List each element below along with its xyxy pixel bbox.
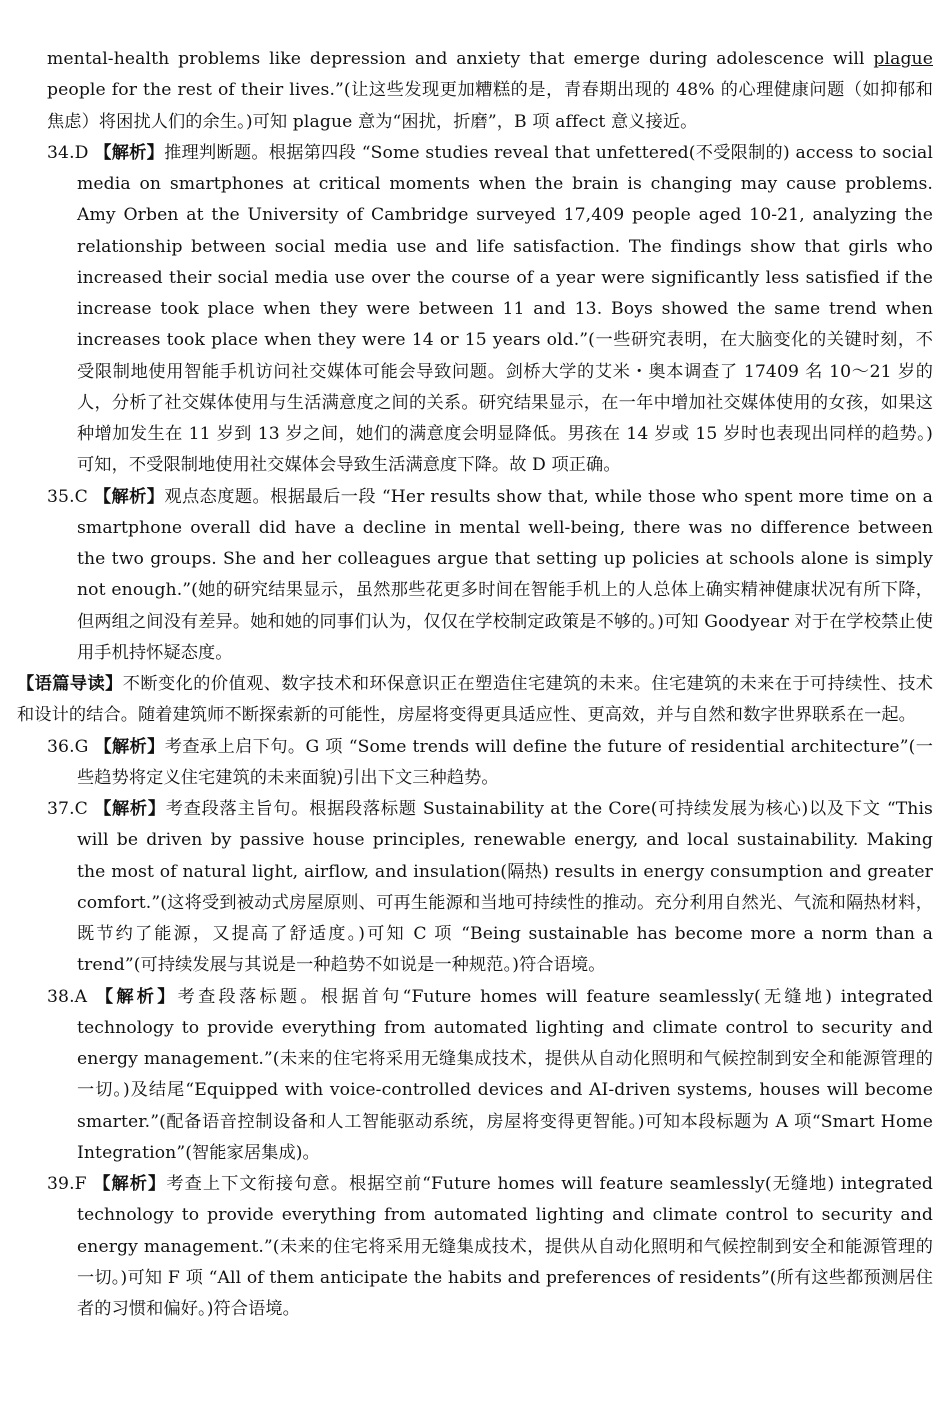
analysis-tag: 【解析】 xyxy=(94,799,166,819)
answer-37 xyxy=(47,794,933,982)
answer-number: 39.F xyxy=(47,1174,87,1194)
answer-text: 推理判断题。根据第四段 “Some studies reveal that unfettered(不受限制的) access to social media on smartphones at critical moments when the brain is changing may cause problems. Amy Orben at the University of Cambridge surveyed 17,409 people aged 10-21, analyzing the relationship between social media use and life satisfaction. The findings show that girls who increased their social media use over the course of a year were significantly less satisfied if the increase took place when they were between 11 and 13. Boys showed the same trend when increases took place when they were 14 or 15 years old.”(一些研究表明，在大脑变化的关键时刻，不受限制地使用智能手机访问社交媒体可能会导致问题。剑桥大学的艾米・奥本调查了 17409 名 10～21 岁的人，分析了社交媒体使用与生活满意度之间的关系。研究结果显示，在一年中增加社交媒体使用的女孩，如果这种增加发生在 11 岁到 13 岁之间，她们的满意度会明显降低。男孩在 14 岁或 15 岁时也表现出同样的趋势。)可知，不受限制地使用社交媒体会导致生活满意度下降。故 D 项正确。 xyxy=(77,142,933,476)
analysis-tag: 【解析】 xyxy=(93,1174,167,1194)
answer-text: 考查承上启下句。G 项 “Some trends will define the future of residential architecture”(一些趋势将定义住宅建筑的未来面貌)引出下文三种趋势。 xyxy=(77,736,933,788)
analysis-tag: 【解析】 xyxy=(93,486,165,507)
answer-35 xyxy=(47,482,933,670)
intro-text: 不断变化的价值观、数字技术和环保意识正在塑造住宅建筑的未来。住宅建筑的未来在于可持续性、技术和设计的结合。随着建筑师不断探索新的可能性，房屋将变得更具适应性、更高效，并与自然和数字世界联系在一起。 xyxy=(17,674,933,726)
answer-text: 观点态度题。根据最后一段 “Her results show that, while those who spent more time on a smartphone overall did have a decline in mental well-being, there was no difference between the two groups. She and her colleagues argue that setting up policies at schools alone is simply not enough.”(她的研究结果显示，虽然那些花更多时间在智能手机上的人总体上确实精神健康状况有所下降，但两组之间没有差异。她和她的同事们认为，仅仅在学校制定政策是不够的。)可知 Goodyear 对于在学校禁止使用手机持怀疑态度。 xyxy=(77,486,933,663)
answer-number: 37.C xyxy=(47,799,88,819)
analysis-tag: 【解析】 xyxy=(94,142,165,163)
underlined-word: plague xyxy=(873,49,933,69)
continued-paragraph xyxy=(47,44,933,138)
answer-text: 考查段落标题。根据首句“Future homes will feature seamlessly(无缝地) integrated technology to provide everything from automated lighting and climate control to security and energy management.”(未来的住宅将采用无缝集成技术，提供从自动化照明和气候控制到安全和能源管理的一切。)及结尾“Equipped with voice-controlled devices and AI-driven systems, houses will become smarter.”(配备语音控制设备和人工智能驱动系统，房屋将变得更智能。)可知本段标题为 A 项“Smart Home Integration”(智能家居集成)。 xyxy=(77,986,933,1163)
answer-36 xyxy=(47,732,933,795)
intro-tag: 【语篇导读】 xyxy=(17,674,123,694)
analysis-tag: 【解析】 xyxy=(94,736,165,757)
answer-38 xyxy=(47,982,933,1170)
answer-number: 35.C xyxy=(47,486,88,507)
answer-number: 36.G xyxy=(47,736,89,757)
answer-34 xyxy=(47,138,933,482)
answer-39 xyxy=(47,1169,933,1325)
continued-text-2: people for the rest of their lives.”(让这些发现更加糟糕的是，青春期出现的 48% 的心理健康问题（如抑郁和焦虑）将困扰人们的余生。)可知 plague 意为“困扰，折磨”，B 项 affect 意义接近。 xyxy=(47,80,933,132)
answer-text: 考查上下文衔接句意。根据空前“Future homes will feature seamlessly(无缝地) integrated technology to provide everything from automated lighting and climate control to security and energy management.”(未来的住宅将采用无缝集成技术，提供从自动化照明和气候控制到安全和能源管理的一切。)可知 F 项 “All of them anticipate the habits and preferences of residents”(所有这些都预测居住者的习惯和偏好。)符合语境。 xyxy=(77,1174,933,1319)
analysis-tag: 【解析】 xyxy=(95,986,178,1007)
passage-intro xyxy=(17,669,933,732)
continued-text-1: mental-health problems like depression and anxiety that emerge during adolescence will xyxy=(47,49,874,69)
answer-number: 38.A xyxy=(47,986,88,1007)
answer-text: 考查段落主旨句。根据段落标题 Sustainability at the Core(可持续发展为核心)以及下文 “This will be driven by passive house principles, renewable energy, and local sustainability. Making the most of natural light, airflow, and insulation(隔热) results in energy consumption and greater comfort.”(这将受到被动式房屋原则、可再生能源和当地可持续性的推动。充分利用自然光、气流和隔热材料，既节约了能源，又提高了舒适度。)可知 C 项 “Being sustainable has become more a norm than a trend”(可持续发展与其说是一种趋势不如说是一种规范。)符合语境。 xyxy=(77,799,933,976)
answer-number: 34.D xyxy=(47,142,89,163)
